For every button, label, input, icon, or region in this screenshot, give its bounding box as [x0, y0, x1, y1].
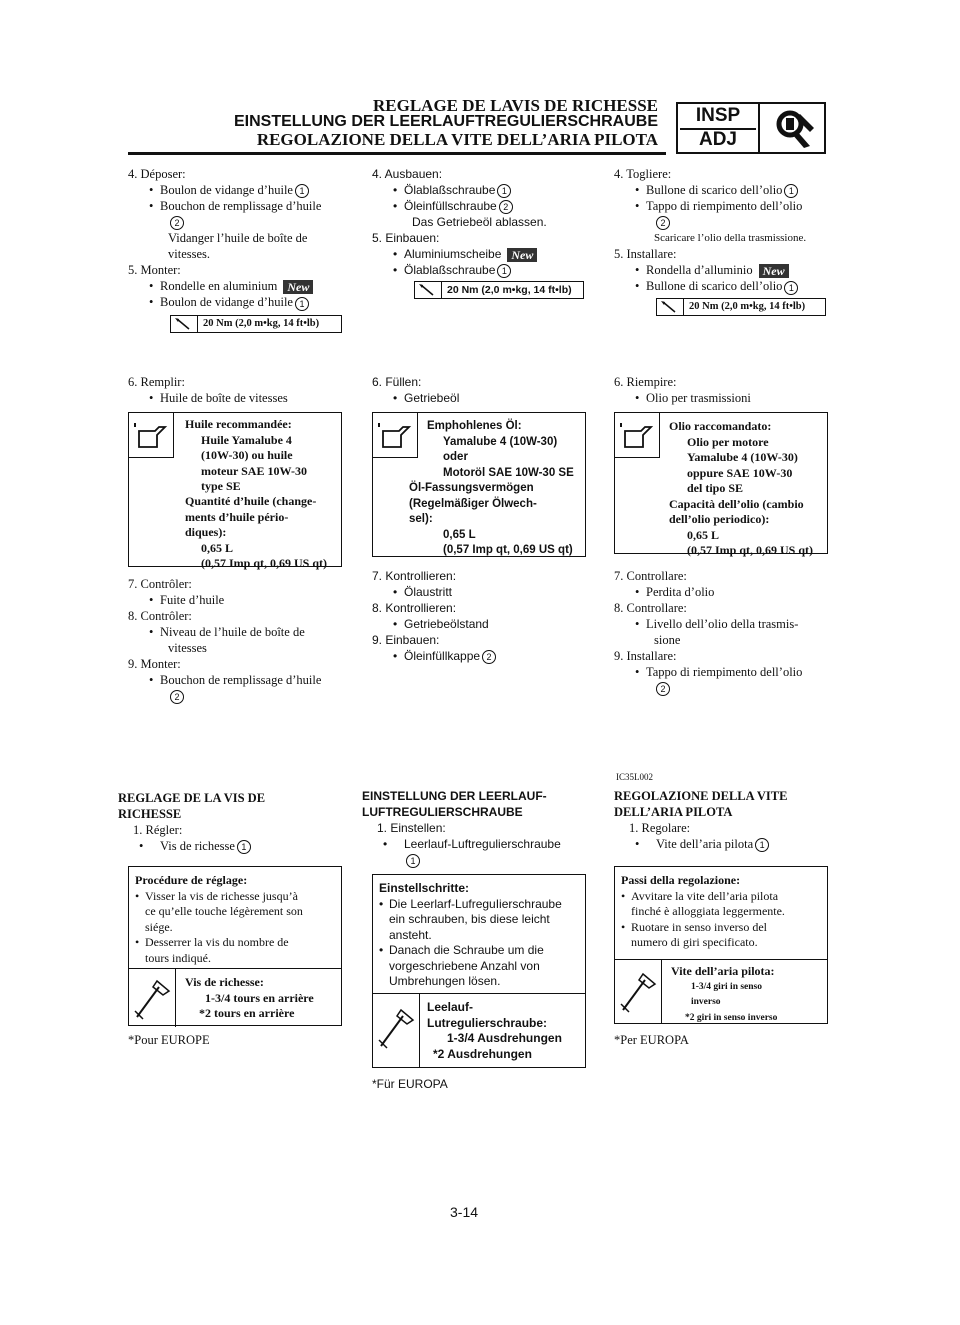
callout-1: 1	[784, 184, 798, 198]
torque-value: 20 Nm (2,0 m•kg, 14 ft•lb)	[203, 318, 320, 329]
de-step4a: Ölablaßschraube	[404, 183, 496, 197]
fr-oil-l9: (0,57 Imp qt, 0,69 US qt)	[201, 556, 328, 570]
de-step8: 8. Kontrollieren:	[372, 601, 457, 615]
it-step6	[614, 374, 751, 406]
callout-2: 2	[656, 682, 670, 696]
section-badge	[676, 102, 826, 154]
it-step5a: Rondella d’alluminio	[646, 263, 753, 278]
de-note	[372, 1076, 448, 1092]
callout-1: 1	[295, 184, 309, 198]
it-oil-l7: 0,65 L	[687, 527, 720, 542]
fr-step6-title: 6. Remplir:	[128, 375, 185, 389]
de-proc1c: ansteht.	[389, 927, 432, 942]
fr-proc1c: siége.	[145, 919, 173, 934]
fr-steps-4-5	[128, 166, 321, 311]
callout-1: 1	[295, 297, 309, 311]
it-oil-l2: Yamalube 4 (10W-30)	[687, 450, 798, 464]
de-proc2a: • Danach die Schraube um die	[379, 943, 562, 959]
badge-adj: ADJ	[698, 129, 737, 150]
it-note	[614, 1032, 689, 1048]
torque-wrench-icon	[171, 316, 198, 332]
fr-adjust	[118, 822, 251, 854]
de-spec1: 1-3/4 Ausdrehungen	[447, 1031, 562, 1045]
de-oil-l6: sel):	[409, 513, 433, 525]
title-fr: REGLAGE DE LAVIS DE RICHESSE	[373, 96, 658, 115]
it-step8b: sione	[654, 633, 681, 647]
de-proc1a: • Die Leerlarf-LufreguIierschraube	[379, 897, 562, 913]
fr-step5: 5. Monter:	[128, 263, 181, 278]
title-de: EINSTELLUNG DER LEERLAUFTREGULIERSCHRAUBE	[233, 113, 658, 130]
fr-step4: 4. Déposer:	[128, 167, 186, 181]
de-step4: 4. Ausbauen:	[372, 167, 443, 181]
it-oil-l5: Capacità dell’olio (cambio	[669, 496, 804, 511]
new-badge: New	[507, 248, 537, 262]
it-torque-spec	[656, 298, 826, 316]
fr-oil-l1: Huile Yamalube 4	[201, 432, 292, 447]
fr-step6	[128, 374, 288, 406]
it-step6a: • Olio per trasmissioni	[614, 390, 751, 406]
de-step7: 7. Kontrollieren:	[372, 569, 457, 583]
de-oil-l1: Yamalube 4 (10W-30)	[443, 435, 558, 448]
it-oil-l3: oppure SAE 10W-30	[687, 465, 793, 480]
de-sec1: EINSTELLUNG DER LEERLAUF-	[362, 789, 547, 803]
it-spec-title: Vite dell’aria pilota:	[671, 964, 775, 978]
de-proc2c: Umbrehungen lösen.	[389, 974, 501, 988]
it-step7a: • Perdita d’olio	[614, 584, 802, 600]
de-step4b: Öleinfüllschraube	[404, 199, 497, 213]
de-step9a: Öleinfüllkappe	[404, 649, 481, 663]
it-r1a: Vite dell’aria pilota	[656, 837, 754, 851]
it-spec1b: inverso	[691, 997, 721, 1007]
it-step8a: • Livello dell’olio della trasmis-	[614, 616, 802, 632]
fr-procedure-box	[128, 866, 342, 1026]
it-spec2: *2 giri in senso inverso	[685, 1012, 778, 1023]
it-step7: 7. Controllare:	[614, 569, 687, 583]
fr-step4c2: vitesses.	[168, 247, 211, 262]
callout-1: 1	[755, 838, 769, 852]
it-oil-l1: Olio per motore	[687, 434, 769, 449]
de-step9: 9. Einbauen:	[372, 633, 440, 647]
it-step4b: • Tappo di riempimento dell’olio	[614, 198, 806, 214]
callout-2: 2	[499, 200, 513, 214]
new-badge: New	[759, 264, 789, 278]
oil-can-icon	[129, 413, 174, 458]
it-step4c: Scaricare l’olio della trasmissione.	[654, 232, 807, 245]
de-proc2b: vorgeschriebene Anzahl von	[389, 958, 540, 973]
fr-oil-l7: diques):	[185, 525, 227, 539]
de-steps-4-5	[372, 166, 547, 278]
fr-step8: 8. Contrôler:	[128, 609, 192, 623]
de-spec2: *2 Ausdrehungen	[433, 1046, 532, 1061]
fr-section-heading	[118, 790, 265, 822]
it-adjust	[614, 820, 769, 852]
it-oil-l4: del tipo SE	[687, 481, 744, 495]
fr-step5a: Rondelle en aluminium	[160, 279, 278, 294]
de-note-text: *Für EUROPA	[372, 1077, 448, 1091]
header-rule	[128, 152, 666, 155]
fr-step4c1: Vidanger l’huile de boîte de	[168, 231, 308, 246]
de-oil-box	[372, 412, 586, 557]
fr-proc1a: • Visser la vis de richesse jusqu’à	[135, 889, 303, 905]
it-proc-title: Passi della regolazione:	[621, 873, 741, 887]
de-procedure-box	[372, 874, 586, 1068]
it-note-text: *Per EUROPA	[614, 1033, 689, 1047]
fr-oil-l3: moteur SAE 10W-30	[201, 463, 307, 478]
callout-2: 2	[170, 690, 184, 704]
de-r1: 1. Einstellen:	[377, 821, 446, 835]
de-step5a: Aluminiumscheibe	[404, 247, 502, 261]
de-spec-title: Leelauf-	[427, 1000, 474, 1014]
it-r1: 1. Regolare:	[629, 821, 691, 835]
de-step6a: • Getriebeöl	[372, 390, 459, 406]
fr-oil-l8: 0,65 L	[201, 540, 234, 555]
fr-note-text: *Pour EUROPE	[128, 1033, 210, 1047]
fr-proc-title: Procédure de réglage:	[135, 873, 248, 887]
it-steps-7-9	[614, 568, 802, 696]
it-step4: 4. Togliere:	[614, 167, 672, 181]
new-badge: New	[283, 280, 313, 294]
fr-oil-l4: type SE	[201, 479, 241, 493]
fr-step5b: Boulon de vidange d’huile	[160, 295, 293, 310]
it-proc1a: • Avvitare la vite dell’aria pilota	[621, 889, 785, 905]
callout-2: 2	[170, 216, 184, 230]
de-step5b: Ölablaßschraube	[404, 263, 496, 277]
callout-1: 1	[406, 854, 420, 868]
callout-1: 1	[237, 840, 251, 854]
callout-2: 2	[656, 216, 670, 230]
fr-spec-sub	[129, 968, 341, 1025]
de-sec2: LUFTREGULIERSCHRAUBE	[362, 805, 523, 819]
fr-sec1: REGLAGE DE LA VIS DE	[118, 791, 266, 805]
it-step9a: • Tappo di riempimento dell’olio	[614, 664, 802, 680]
it-proc2b: numero di giri specificato.	[631, 935, 758, 949]
de-oil-l7: 0,65 L	[443, 528, 476, 541]
de-steps-7-9	[372, 568, 496, 664]
it-step8: 8. Controllare:	[614, 601, 687, 615]
it-sec1: REGOLAZIONE DELLA VITE	[614, 789, 788, 803]
it-step4a: Bullone di scarico dell’olio	[646, 183, 783, 197]
it-step6-title: 6. Riempire:	[614, 375, 677, 389]
fr-step4b: • Bouchon de remplissage d’huile	[128, 198, 321, 214]
fr-step9a: • Bouchon de remplissage d’huile	[128, 672, 321, 688]
torque-value: 20 Nm (2,0 m•kg, 14 ft•lb)	[447, 284, 572, 296]
de-step6-title: 6. Füllen:	[372, 375, 422, 389]
fr-note	[128, 1032, 210, 1048]
de-proc-title: Einstellschritte:	[379, 881, 470, 895]
de-step4c: Das Getriebeöl ablassen.	[412, 215, 547, 229]
fr-step7a: • Fuite d’huile	[128, 592, 321, 608]
it-spec-sub	[615, 959, 827, 1023]
callout-1: 1	[497, 264, 511, 278]
de-spec-title2: Lutregulierschraube:	[427, 1015, 548, 1030]
fr-step7: 7. Contrôler:	[128, 577, 192, 591]
fr-spec-title: Vis de richesse:	[185, 975, 264, 989]
it-step5b: Bullone di scarico dell’olio	[646, 279, 783, 294]
fr-torque-spec	[170, 315, 342, 333]
fr-step4a: Boulon de vidange d’huile	[160, 183, 293, 197]
fr-spec2: *2 tours en arrière	[199, 1006, 295, 1020]
callout-1: 1	[497, 184, 511, 198]
it-proc1b: finché è alloggiata leggermente.	[631, 904, 785, 918]
callout-2: 2	[482, 650, 496, 664]
de-oil-l4: Öl-Fassungsvermögen	[409, 482, 534, 494]
it-procedure-box	[614, 866, 828, 1024]
de-r1a: • Leerlauf-Luftregulierschraube	[362, 836, 561, 852]
callout-1: 1	[784, 281, 798, 295]
fr-proc2a: • Desserrer la vis du nombre de	[135, 935, 303, 951]
it-oil-l0: Olio raccomandato:	[669, 419, 772, 433]
de-oil-l0: Emphohlenes Öl:	[427, 420, 522, 432]
fr-spec1: 1-3/4 tours en arrière	[205, 990, 314, 1005]
fr-step8a: • Niveau de l’huile de boîte de	[128, 624, 321, 640]
oil-can-icon	[373, 413, 418, 458]
fr-oil-l2: (10W-30) ou huile	[201, 448, 293, 462]
de-step5: 5. Einbauen:	[372, 231, 440, 245]
screwdriver-icon	[129, 969, 176, 1027]
fr-proc2b: tours indiqué.	[145, 950, 211, 965]
it-oil-l6: dell’olio periodico):	[669, 512, 770, 526]
de-section-heading	[362, 788, 547, 820]
de-torque-spec	[414, 281, 584, 299]
screwdriver-icon	[615, 960, 662, 1024]
fr-oil-l5: Quantité d’huile (change-	[185, 494, 317, 508]
fr-step9: 9. Monter:	[128, 657, 181, 671]
it-section-heading	[614, 788, 787, 820]
wrench-icon	[770, 108, 820, 150]
fr-oil-box	[128, 412, 342, 570]
de-step6	[372, 374, 459, 406]
de-adjust	[362, 820, 561, 868]
badge-insp: INSP	[695, 105, 741, 126]
de-oil-l2: oder	[443, 451, 468, 463]
de-step8a: • Getriebeölstand	[372, 616, 496, 632]
de-proc1b: ein schrauben, bis diese leicht	[389, 912, 550, 926]
de-spec-sub	[373, 993, 585, 1067]
it-oil-box	[614, 412, 828, 557]
fr-sec2: RICHESSE	[118, 807, 182, 821]
it-oil-l8: (0,57 Imp qt, 0,69 US qt)	[687, 543, 814, 557]
it-step9: 9. Installare:	[614, 649, 677, 663]
it-sec2: DELL’ARIA PILOTA	[614, 805, 733, 819]
title-it: REGOLAZIONE DELLA VITE DELL’ARIA PILOTA	[256, 130, 658, 149]
torque-value: 20 Nm (2,0 m•kg, 14 ft•lb)	[689, 301, 806, 312]
section-code: IC35L002	[616, 772, 653, 782]
screwdriver-icon	[373, 994, 420, 1068]
it-steps-4-5	[614, 166, 806, 295]
torque-wrench-icon	[415, 282, 442, 298]
de-oil-l3: Motoröl SAE 10W-30 SE	[443, 466, 574, 479]
fr-r1a: Vis de richesse	[160, 839, 235, 853]
fr-steps-7-9	[128, 576, 321, 704]
torque-wrench-icon	[657, 299, 684, 315]
fr-oil-l6: ments d’huile pério-	[185, 509, 289, 524]
page-number: 3-14	[450, 1204, 479, 1220]
it-proc2a: • Ruotare in senso inverso del	[621, 920, 785, 936]
it-step5: 5. Installare:	[614, 247, 677, 262]
fr-oil-l0: Huile recommandée:	[185, 417, 292, 431]
de-step7a: • Ölaustritt	[372, 584, 496, 600]
badge-separator	[758, 104, 760, 152]
fr-proc1b: ce qu’elle touche légèrement son	[145, 904, 303, 918]
it-spec1: 1-3/4 giri in senso	[691, 981, 762, 992]
de-oil-l8: (0,57 Imp qt, 0,69 US qt)	[443, 544, 573, 556]
oil-can-icon	[615, 413, 660, 458]
fr-step8b: vitesses	[168, 641, 207, 655]
fr-step6a: • Huile de boîte de vitesses	[128, 390, 288, 406]
de-oil-l5: (Regelmäßiger Ölwech-	[409, 497, 537, 510]
fr-r1: 1. Régler:	[133, 823, 183, 837]
